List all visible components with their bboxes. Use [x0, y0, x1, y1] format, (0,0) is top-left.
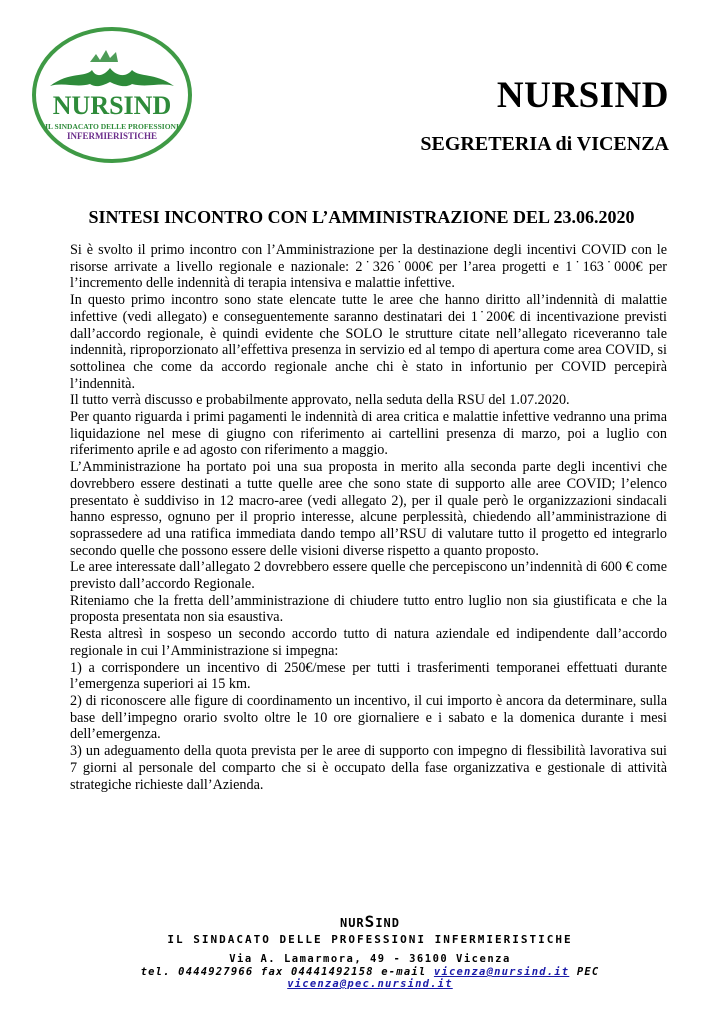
paragraph: 1) a corrispondere un incentivo di 250€/mese per tutti i trasferimenti temporanei effettuati durante l’emergenza superiori ai 15 km.: [70, 659, 667, 693]
paragraph: Il tutto verrà discusso e probabilmente approvato, nella seduta della RSU del 1.07.2020.: [70, 392, 570, 409]
paragraph: Le aree interessate dall’allegato 2 dovrebbero essere quelle che percepiscono un’indennità di 600 € come previsto dall’accordo Regionale.: [70, 559, 667, 593]
pec-email-link[interactable]: vicenza@pec.nursind.it: [287, 978, 453, 990]
paragraph: 3) un adeguamento della quota prevista per le aree di supporto con impegno di flessibilità lavorativa sui 7 giorni al personale del comparto che si è occupato della fase organizzativa e gestionale di attività strategiche richieste dall’Azienda.: [70, 743, 667, 793]
org-name: NURSIND: [496, 75, 669, 116]
email-link[interactable]: vicenza@nursind.it: [433, 966, 570, 978]
paragraph: Riteniamo che la fretta dell’amministrazione di chiudere tutto entro luglio non sia giustificata e che la proposta presentata non sia esaustiva.: [70, 592, 667, 626]
document-title: SINTESI INCONTRO CON L’AMMINISTRAZIONE DEL 23.06.2020: [88, 207, 635, 227]
svg-text:INFERMIERISTICHE: INFERMIERISTICHE: [66, 131, 158, 141]
footer-address: Via A. Lamarmora, 49 - 36100 Vicenza: [229, 953, 511, 965]
footer-contacts: tel. 0444927966 fax 04441492158 e-mail vicenza@nursind.it PEC vicenza@pec.nursind.it: [140, 966, 600, 990]
logo-emblem-icon: [30, 26, 194, 164]
segreteria-label: SEGRETERIA di VICENZA: [420, 133, 669, 155]
footer-brand: NURSIND: [339, 912, 400, 931]
paragraph: L’Amministrazione ha portato poi una sua proposta in merito alla seconda parte degli incentivi che dovrebbero essere destinati a tutte quelle aree che sono state di supporto alle aree COVID; l’elenco presentato è suddiviso in 12 macro-aree (vedi allegato 2), per il quale però le organizzazioni sindacali hanno espresso, ognuno per il proprio interesse, alcune perplessità, chiedendo all’amministrazione di soprassedere ad una ratifica immediata dando tempo all’RSU di valutare tutto il progetto ed integrarlo secondo quelle che possono essere delle visioni diverse rispetto a quanto proposto.: [70, 459, 667, 559]
paragraph: Resta altresì in sospeso un secondo accordo tutto di natura aziendale ed indipendente dall’accordo regionale in cui l’Amministrazione si impegna:: [70, 626, 667, 659]
logo-text: NURSIND: [52, 91, 172, 120]
paragraph: 2) di riconoscere alle figure di coordinamento un incentivo, il cui importo è ancora da determinare, sulla base dell’impegno orario svolto oltre le 10 ore giornaliere e i sabato e la domenica durante i mesi dell’emergenza.: [70, 692, 667, 743]
svg-text:IL SINDACATO DELLE PROFESSIONI: IL SINDACATO DELLE PROFESSIONI: [45, 122, 179, 131]
footer-union: IL SINDACATO DELLE PROFESSIONI INFERMIERISTICHE: [167, 933, 573, 946]
document-body: [70, 242, 667, 793]
paragraph: Per quanto riguarda i primi pagamenti le indennità di area critica e malattie infettive vedranno una prima liquidazione nel mese di giugno con riferimento ai cartellini presenza di marzo, poi a luglio con riferimento aprile e ad agosto con riferimento a maggio.: [70, 409, 667, 459]
paragraph: Si è svolto il primo incontro con l’Amministrazione per la destinazione degli incentivi COVID con le risorse arrivate a livello regionale e nazionale: 2˙326˙000€ per l’area progetti e 1˙163˙000€ per l’incremento delle indennità di terapia intensiva e malattie infettive.: [70, 242, 667, 292]
footer: [60, 912, 680, 990]
nursind-logo: [30, 26, 194, 164]
paragraph: In questo primo incontro sono state elencate tutte le aree che hanno diritto all’indennità di malattie infettive (vedi allegato) e conseguentemente saranno destinatari dei 1˙200€ di incentivazione previsti dall’accordo regionale, è quindi evidente che SOLO le strutture citate nell’allegato riceveranno tale indennità, riproporzionato all’effettiva presenza in servizio ed al tempo di apertura come area COVID, si sottolinea che come da accordo regionale anche chi è stato in infortunio per COVID percepirà l’indennità.: [70, 292, 667, 392]
